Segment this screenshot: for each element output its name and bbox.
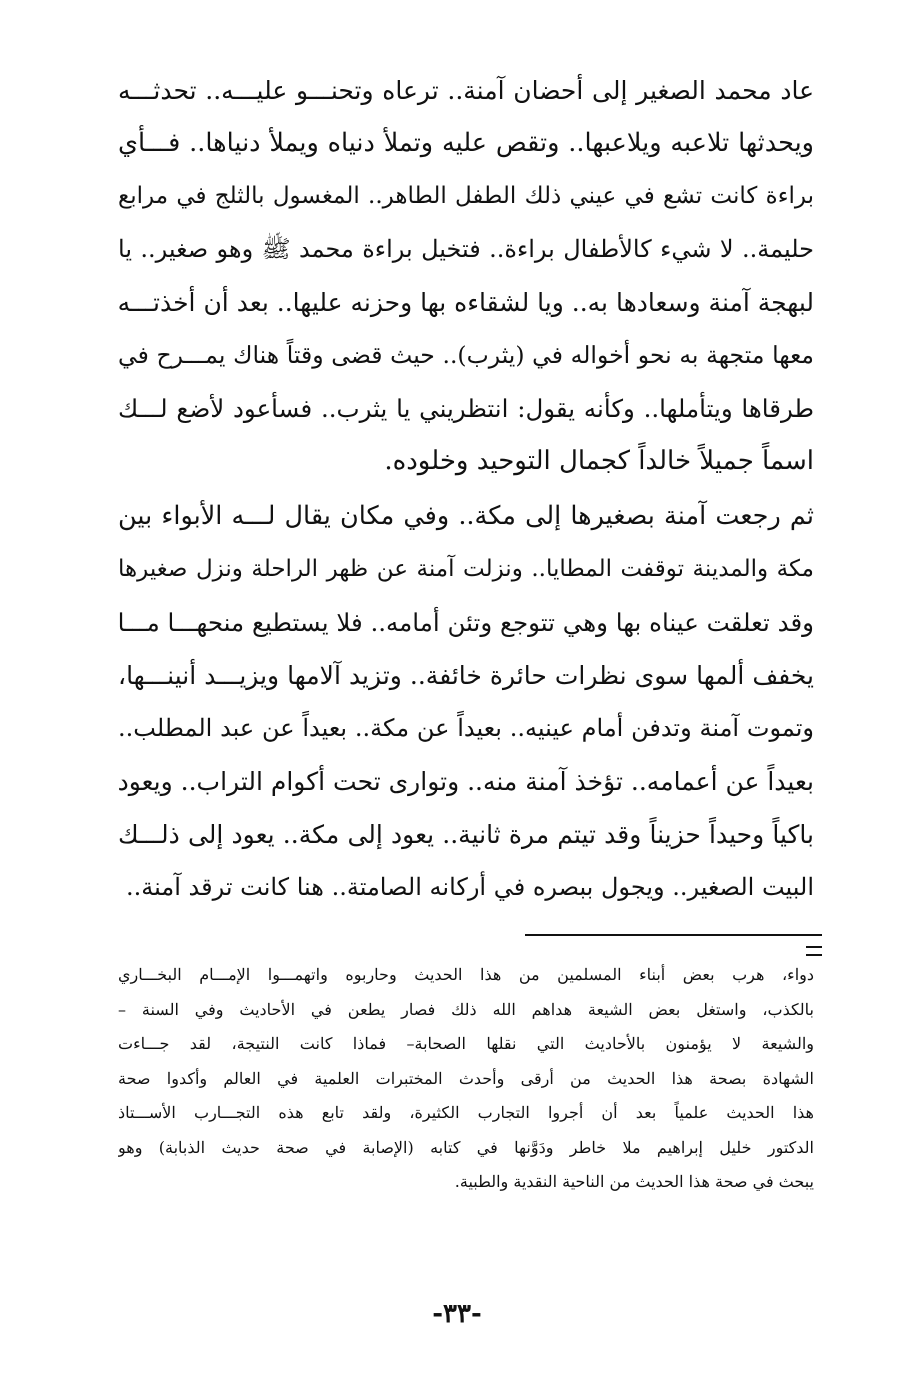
text-line: معها متجهة به نحو أخواله في (يثرب).. حيث قضى وقتاً هناك يمـــرح في — [118, 341, 814, 369]
text-line: طرقاها ويتأملها.. وكأنه يقول: انتظريني يا يثرب.. فسأعود لأضع لـــك — [118, 394, 814, 423]
footnote-line: والشيعة لا يؤمنون بالأحاديث التي نقلها الصحابة– فماذا كانت النتيجة، لقد جـــاءت — [118, 1034, 814, 1053]
footnote-line: الدكتور خليل إبراهيم ملا خاطر ودَوَّنها في كتابه (الإصابة في صحة حديث الذبابة) وهو — [118, 1137, 814, 1157]
footnote-separator — [525, 934, 822, 936]
footnote-line: بالكذب، واستغل بعض الشيعة هداهم الله ذلك فصار يطعن في الأحاديث وفي السنة – — [118, 999, 814, 1019]
page-number: -٣٣- — [432, 1299, 482, 1329]
text-line: وتموت آمنة وتدفن أمام عينيه.. بعيداً عن مكة.. بعيداً عن عبد المطلب.. — [118, 714, 814, 742]
text-line: باكياً وحيداً حزيناً وقد تيتم مرة ثانية.. يعود إلى مكة.. يعود إلى ذلـــك — [118, 820, 814, 849]
text-line: يخفف ألمها سوى نظرات حائرة خائفة.. وتزيد آلامها ويزيـــد أنينـــها، — [118, 661, 814, 690]
body-paragraph-2 — [118, 490, 814, 914]
footnote — [118, 958, 814, 1200]
text-line: عاد محمد الصغير إلى أحضان آمنة.. ترعاه وتحنـــو عليـــه.. تحدثـــه — [118, 76, 814, 105]
footnote-continuation-mark — [806, 946, 822, 956]
footnote-line: الشهادة بصحة هذا الحديث من أرقى وأحدث المختبرات العلمية في العالم وأكدوا صحة — [118, 1068, 814, 1088]
footnote-line: دواء، هرب بعض أبناء المسلمين من هذا الحديث وحاربوه واتهمـــوا الإمـــام البخـــاري — [118, 965, 814, 984]
body-paragraph-1 — [118, 64, 814, 488]
text-line: لبهجة آمنة وسعادها به.. ويا لشقاءه بها وحزنه عليها.. بعد أن أخذتـــه — [118, 288, 814, 317]
text-line: براءة كانت تشع في عيني ذلك الطفل الطاهر.. المغسول بالثلج في مرابع — [118, 183, 814, 209]
text-line: حليمة.. لا شيء كالأطفال براءة.. فتخيل براءة محمد ﷺ وهو صغير.. يا — [118, 235, 814, 263]
text-line: مكة والمدينة توقفت المطايا.. ونزلت آمنة عن ظهر الراحلة ونزل صغيرها — [118, 556, 814, 582]
text-line: ويحدثها تلاعبه ويلاعبها.. وتقص عليه وتملأ دنياه ويملأ دنياها.. فـــأي — [118, 128, 814, 158]
text-line: ثم رجعت آمنة بصغيرها إلى مكة.. وفي مكان يقال لـــه الأبواء بين — [118, 501, 814, 531]
text-line: وقد تعلقت عيناه بها وهي تتوجع وتئن أمامه.. فلا يستطيع منحهـــا مـــا — [118, 608, 814, 637]
text-line: بعيداً عن أعمامه.. تؤخذ آمنة منه.. وتوارى تحت أكوام التراب.. ويعود — [118, 767, 814, 796]
footnote-line: هذا الحديث علمياً بعد أن أجروا التجارب الكثيرة، ولقد تابع هذه التجـــارب الأســـتاذ — [118, 1103, 814, 1122]
text-line: اسماً جميلاً خالداً كجمال التوحيد وخلوده. — [384, 446, 814, 476]
footnote-line: يبحث في صحة هذا الحديث من الناحية النقدية والطبية. — [454, 1172, 814, 1191]
text-line: البيت الصغير.. ويجول ببصره في أركانه الصامتة.. هنا كانت ترقد آمنة.. — [125, 873, 814, 901]
